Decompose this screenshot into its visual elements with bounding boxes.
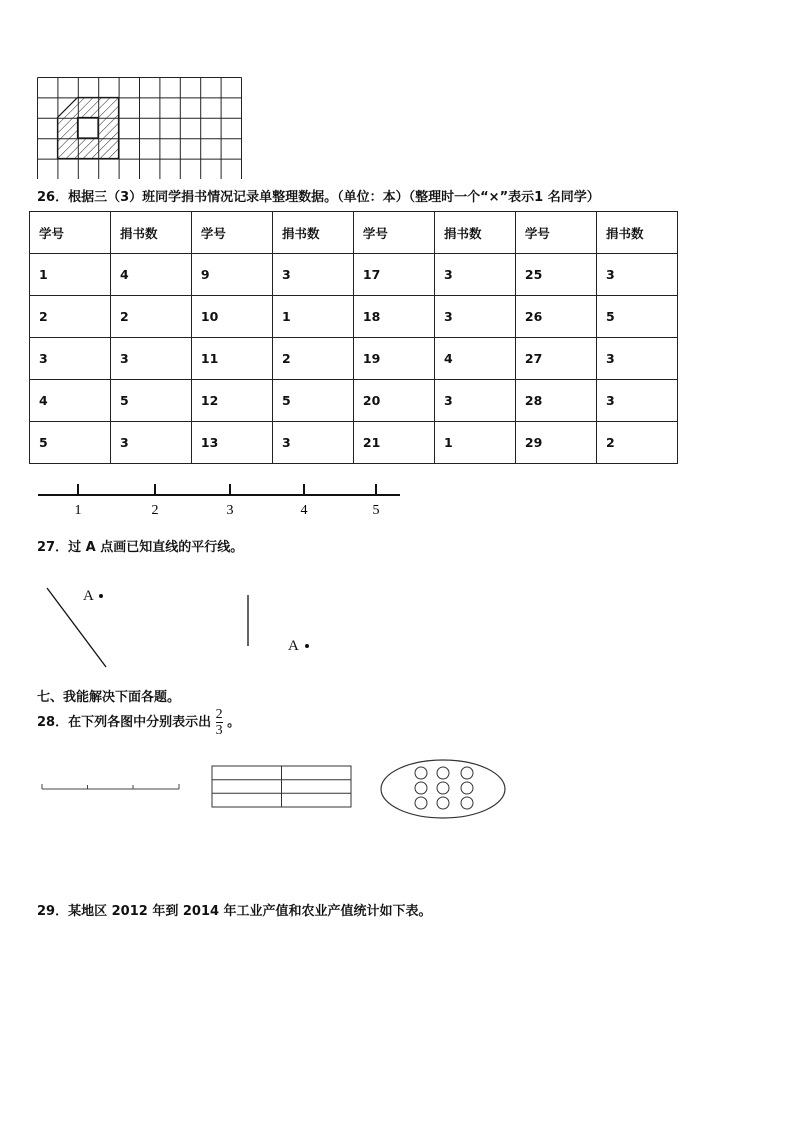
- q28-rectangle-figure: [211, 765, 353, 809]
- table-cell: 1: [272, 296, 353, 338]
- table-row: [30, 296, 678, 338]
- point-a-label-1: A: [83, 588, 94, 604]
- table-cell: 2: [596, 422, 677, 464]
- table-cell: 10: [191, 296, 272, 338]
- table-cell: 5: [110, 380, 191, 422]
- table-cell: 13: [191, 422, 272, 464]
- table-cell: 学号: [515, 212, 596, 254]
- table-cell: 5: [596, 296, 677, 338]
- table-cell: 11: [191, 338, 272, 380]
- table-cell: 3: [596, 380, 677, 422]
- q28-title-suffix: 。: [227, 715, 241, 730]
- table-cell: 3: [434, 380, 515, 422]
- small-circle: [415, 782, 427, 794]
- hatched-shape: [58, 98, 119, 159]
- table-cell: 5: [272, 380, 353, 422]
- table-cell: 5: [30, 422, 111, 464]
- table-cell: 12: [191, 380, 272, 422]
- table-cell: 4: [30, 380, 111, 422]
- q28-segment-figure: [40, 780, 182, 794]
- table-cell: 17: [353, 254, 434, 296]
- table-cell: 捐书数: [110, 212, 191, 254]
- point-a-label-2: A: [288, 638, 299, 654]
- table-cell: 3: [434, 254, 515, 296]
- table-cell: 18: [353, 296, 434, 338]
- q27-title: 27．过 A 点画已知直线的平行线。: [37, 540, 244, 555]
- table-cell: 2: [30, 296, 111, 338]
- point-a-dot-2: [305, 644, 309, 648]
- number-line-label: 1: [74, 503, 82, 518]
- small-circle: [461, 797, 473, 809]
- table-row: [30, 380, 678, 422]
- table-cell: 捐书数: [272, 212, 353, 254]
- table-row: [30, 254, 678, 296]
- table-cell: 2: [110, 296, 191, 338]
- table-cell: 3: [434, 296, 515, 338]
- table-cell: 28: [515, 380, 596, 422]
- donation-table: [29, 211, 678, 464]
- table-header-row: [30, 212, 678, 254]
- small-circle: [461, 782, 473, 794]
- table-cell: 9: [191, 254, 272, 296]
- q26-title: 26．根据三（3）班同学捐书情况记录单整理数据。（单位：本）（整理时一个“×”表示1 名同学）: [37, 190, 600, 205]
- small-circle: [461, 767, 473, 779]
- number-line: [38, 480, 403, 520]
- table-cell: 3: [110, 422, 191, 464]
- given-line-diagonal: [47, 588, 106, 667]
- point-a-dot-1: [99, 594, 103, 598]
- q28-title-prefix: 28．在下列各图中分别表示出: [37, 715, 212, 730]
- hatched-grid-figure: [37, 77, 244, 179]
- small-circle: [437, 782, 449, 794]
- number-line-label: 2: [151, 503, 159, 518]
- number-line-label: 4: [300, 503, 308, 518]
- fraction-denominator: 3: [215, 723, 223, 738]
- table-cell: 学号: [191, 212, 272, 254]
- table-cell: 1: [434, 422, 515, 464]
- small-circle: [437, 797, 449, 809]
- number-line-label: 3: [226, 503, 234, 518]
- table-cell: 捐书数: [434, 212, 515, 254]
- table-cell: 20: [353, 380, 434, 422]
- q28-circles-figure: [379, 757, 511, 821]
- table-cell: 3: [272, 422, 353, 464]
- fraction-two-thirds: [216, 707, 223, 738]
- table-cell: 29: [515, 422, 596, 464]
- q28-title: [37, 707, 240, 738]
- number-line-label: 5: [372, 503, 380, 518]
- small-circle: [415, 797, 427, 809]
- small-circle: [437, 767, 449, 779]
- table-row: [30, 338, 678, 380]
- table-cell: 26: [515, 296, 596, 338]
- table-cell: 19: [353, 338, 434, 380]
- section-7-title: 七、我能解决下面各题。: [37, 690, 181, 705]
- q29-title: 29．某地区 2012 年到 2014 年工业产值和农业产值统计如下表。: [37, 904, 432, 919]
- table-row: [30, 422, 678, 464]
- table-cell: 4: [110, 254, 191, 296]
- table-cell: 3: [110, 338, 191, 380]
- table-cell: 25: [515, 254, 596, 296]
- table-cell: 学号: [353, 212, 434, 254]
- table-cell: 21: [353, 422, 434, 464]
- fraction-numerator: 2: [215, 707, 223, 722]
- table-cell: 学号: [30, 212, 111, 254]
- table-cell: 1: [30, 254, 111, 296]
- small-circle: [415, 767, 427, 779]
- table-cell: 2: [272, 338, 353, 380]
- table-cell: 4: [434, 338, 515, 380]
- table-cell: 3: [596, 338, 677, 380]
- table-cell: 3: [596, 254, 677, 296]
- table-cell: 27: [515, 338, 596, 380]
- table-cell: 3: [30, 338, 111, 380]
- table-cell: 3: [272, 254, 353, 296]
- table-cell: 捐书数: [596, 212, 677, 254]
